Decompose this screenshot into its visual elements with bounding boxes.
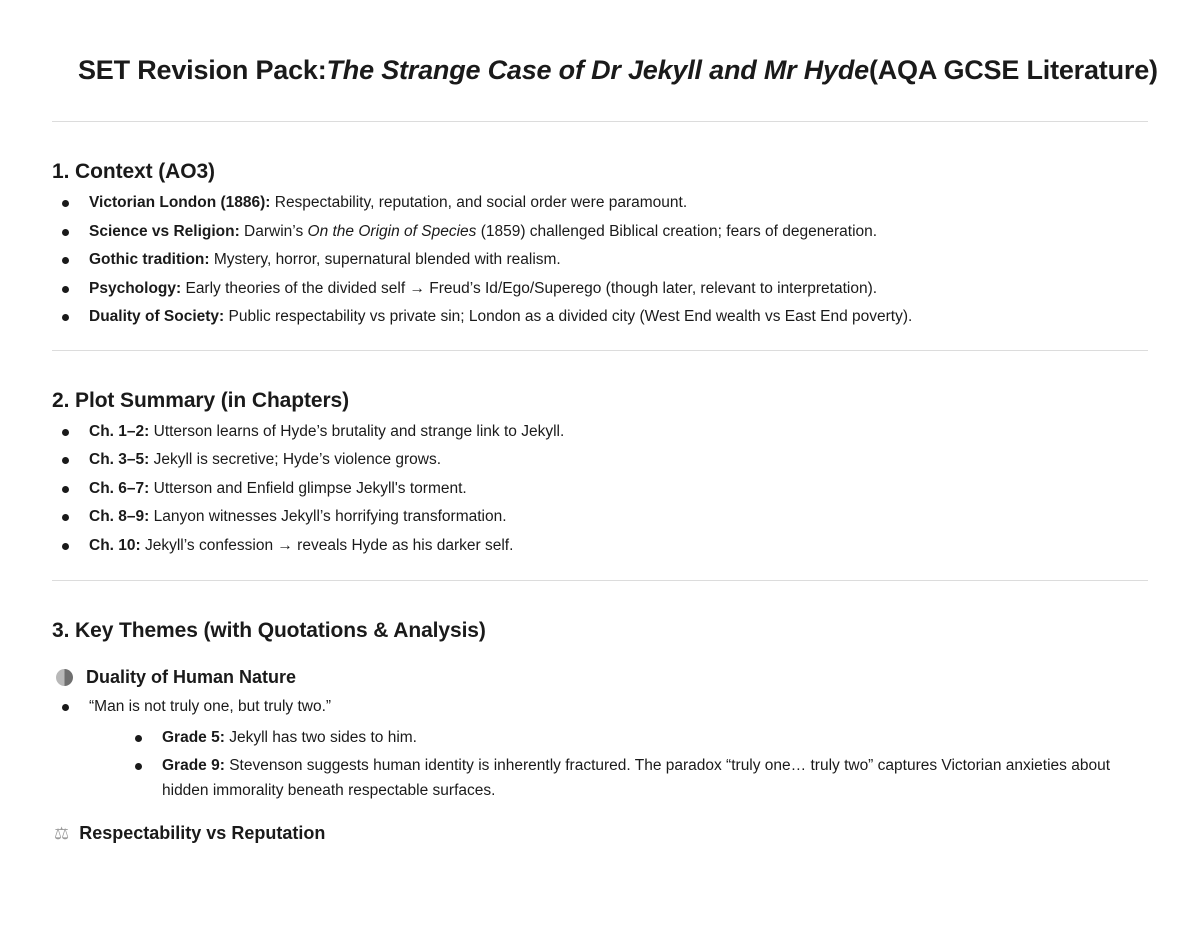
analysis-list: [89, 726, 1148, 804]
list-item: [52, 189, 1148, 218]
item-label: Ch. 10:: [89, 536, 141, 554]
list-item: [52, 446, 1148, 475]
quote-item: [52, 693, 1148, 803]
item-text: Lanyon witnesses Jekyll’s horrifying transformation.: [149, 508, 507, 525]
list-item: [52, 246, 1148, 275]
item-label: Psychology:: [89, 279, 182, 297]
item-label: Grade 5:: [162, 728, 225, 746]
divider: [52, 580, 1148, 581]
divider: [52, 121, 1148, 122]
title-italic: The Strange Case of Dr Jekyll and Mr Hyde: [326, 55, 869, 85]
item-text: Respectability, reputation, and social order were paramount.: [270, 194, 688, 211]
list-item: [52, 275, 1148, 304]
item-text: Early theories of the divided self → Freud’s Id/Ego/Superego (though later, relevant to interpretation).: [181, 279, 878, 297]
item-label: Duality of Society:: [89, 308, 225, 325]
item-text: Jekyll has two sides to him.: [224, 728, 417, 746]
divider: [52, 350, 1148, 351]
duality-heading: [52, 667, 1148, 688]
book-title: On the Origin of Species: [307, 222, 477, 240]
themes-heading: 3. Key Themes (with Quotations & Analysis): [52, 619, 486, 642]
item-text: Utterson and Enfield glimpse Jekyll's torment.: [149, 479, 467, 497]
duality-list: [52, 693, 1148, 803]
list-item: [52, 532, 1148, 561]
context-heading: 1. Context (AO3): [52, 160, 215, 183]
balance-scale-icon: ⚖: [54, 823, 70, 843]
half-moon-icon: [56, 669, 73, 686]
item-text: Mystery, horror, supernatural blended with realism.: [209, 251, 561, 268]
context-list: [52, 189, 1148, 332]
item-label: Victorian London (1886):: [89, 194, 271, 211]
subsection-title: Duality of Human Nature: [86, 667, 297, 687]
page-title: [52, 0, 1158, 121]
list-item: [52, 503, 1148, 532]
title-suffix: (AQA GCSE Literature): [868, 55, 1158, 85]
respectability-heading: [52, 823, 1148, 844]
subsection-title: Respectability vs Reputation: [79, 823, 326, 843]
item-text: Stevenson suggests human identity is inherently fractured. The paradox “truly one… truly two” captures Victorian anxieties about hidden immorality beneath respectable surfaces.: [162, 757, 1111, 799]
item-text: Utterson learns of Hyde’s brutality and strange link to Jekyll.: [149, 422, 565, 440]
plot-heading: 2. Plot Summary (in Chapters): [52, 388, 349, 412]
list-item: [52, 475, 1148, 504]
item-text: (1859) challenged Biblical creation; fears of degeneration.: [476, 222, 878, 240]
title-prefix: SET Revision Pack:: [78, 55, 327, 85]
quotation: “Man is not truly one, but truly two.”: [89, 698, 332, 715]
item-text: Darwin’s: [239, 222, 308, 240]
item-text: Public respectability vs private sin; London as a divided city (West End wealth vs East End poverty).: [224, 308, 913, 325]
list-item: [52, 218, 1148, 247]
item-label: Ch. 3–5:: [89, 451, 150, 468]
item-text: Jekyll is secretive; Hyde’s violence grows.: [149, 451, 442, 468]
plot-list: [52, 418, 1148, 561]
item-label: Grade 9:: [162, 757, 225, 774]
item-label: Science vs Religion:: [89, 222, 240, 240]
item-label: Ch. 8–9:: [89, 508, 150, 525]
list-item: [52, 303, 1148, 332]
list-item: [89, 726, 1148, 751]
item-label: Ch. 6–7:: [89, 479, 150, 497]
item-label: Ch. 1–2:: [89, 422, 150, 440]
list-item: [89, 754, 1148, 803]
item-label: Gothic tradition:: [89, 251, 210, 268]
item-text: Jekyll’s confession → reveals Hyde as his darker self.: [140, 536, 514, 554]
list-item: [52, 418, 1148, 447]
